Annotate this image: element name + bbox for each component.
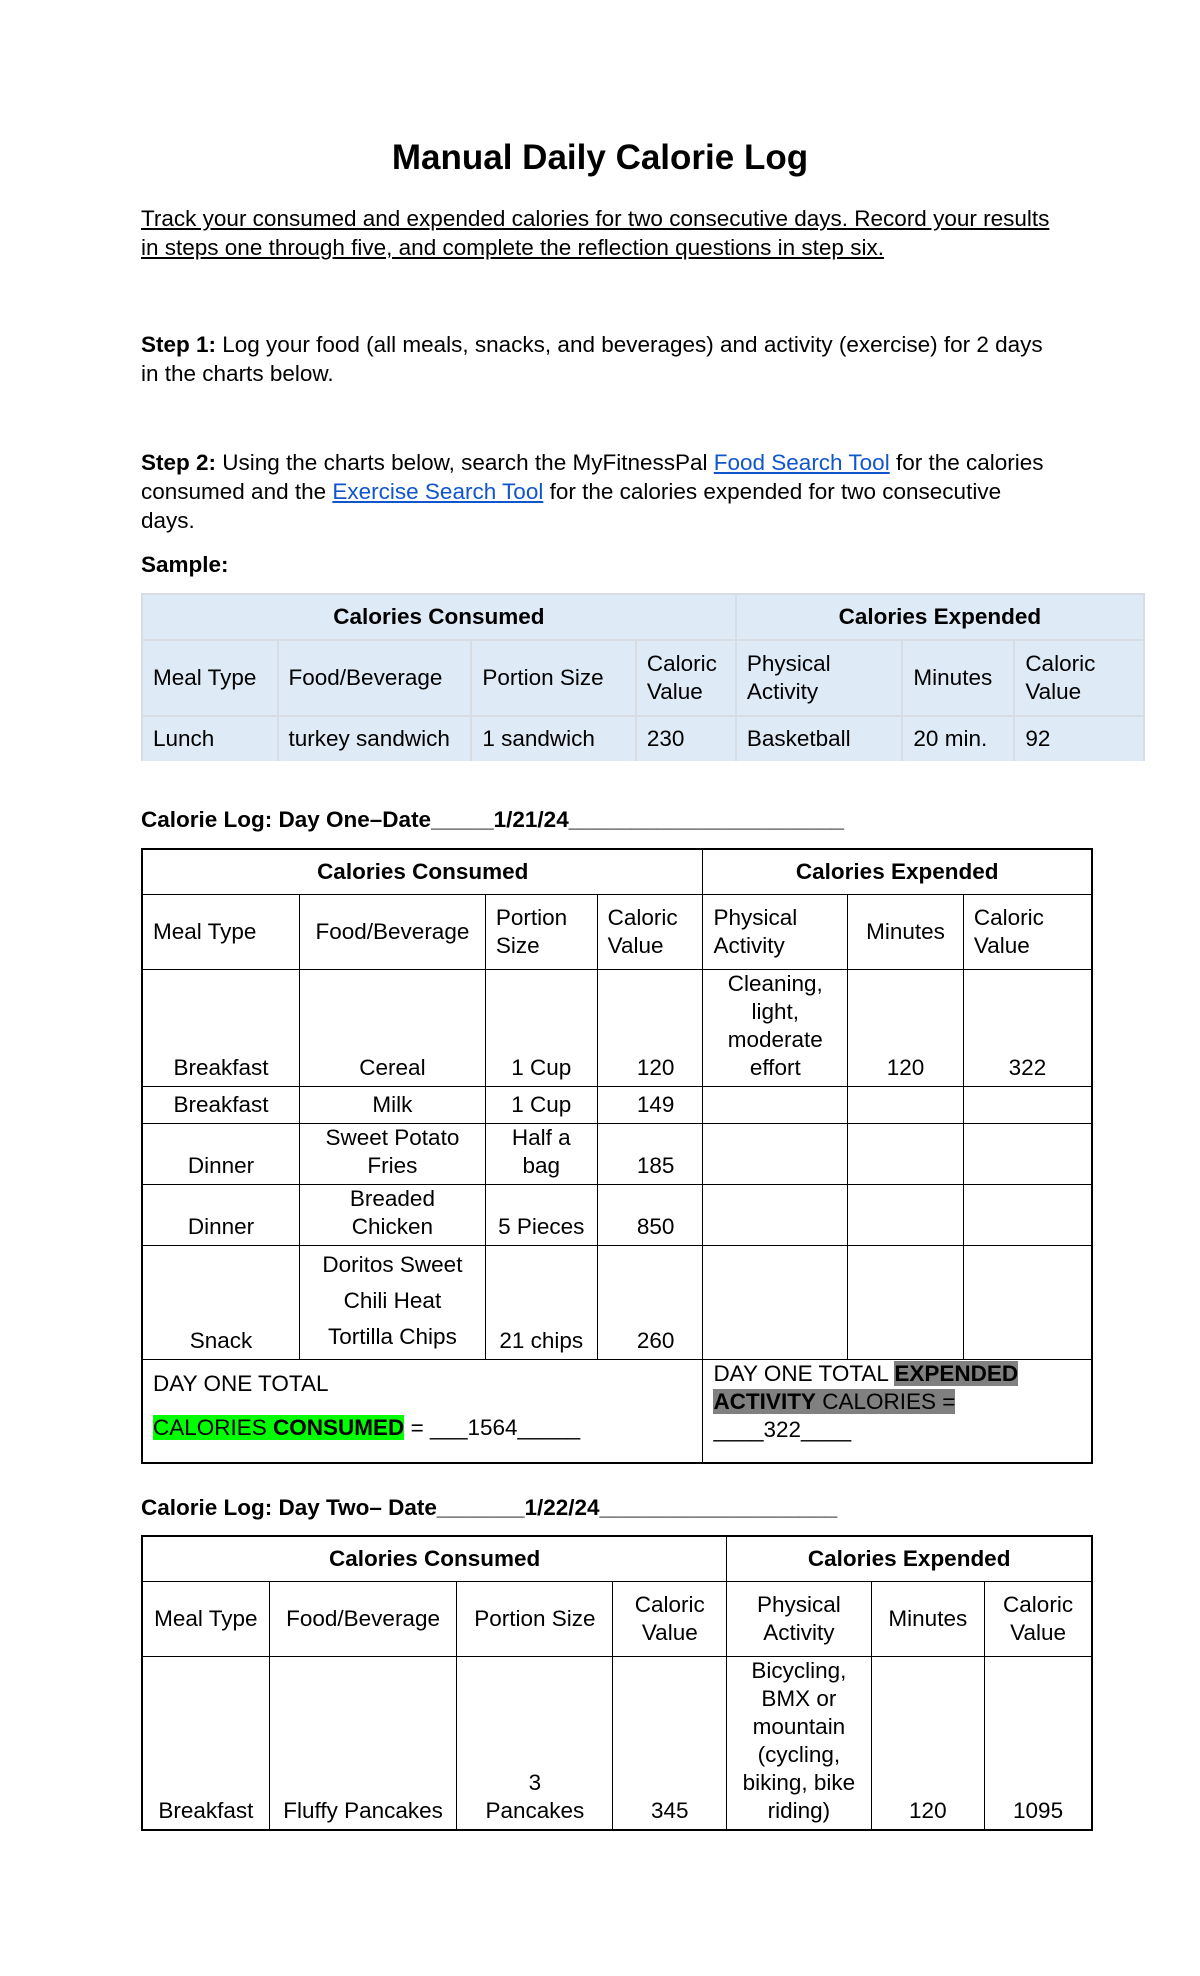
day-two-consumed-header: Calories Consumed: [142, 1536, 727, 1582]
sample-consumed-header: Calories Consumed: [142, 594, 736, 640]
cell-cal: 230: [636, 716, 736, 761]
cell-exp-cal: 1095: [985, 1657, 1092, 1831]
cell-activity: Cleaning, light, moderate effort: [703, 970, 848, 1087]
col-exp-caloric: Caloric Value: [963, 895, 1092, 970]
cell-empty: [848, 1087, 964, 1124]
col-exp-caloric: Caloric Value: [985, 1582, 1092, 1657]
col-meal-type: Meal Type: [142, 1582, 269, 1657]
cell-meal: Dinner: [142, 1185, 300, 1246]
cell-empty: [963, 1185, 1092, 1246]
cell-exp-cal: 92: [1014, 716, 1144, 761]
step-2-text-b: for the calories consumed and the: [141, 450, 1044, 504]
day-one-expended-header: Calories Expended: [703, 849, 1092, 895]
cell-activity: Bicycling, BMX or mountain (cycling, biking, bike riding): [727, 1657, 871, 1831]
exercise-search-tool-link[interactable]: Exercise Search Tool: [332, 479, 544, 504]
cell-empty: [703, 1246, 848, 1360]
day-two-expended-header: Calories Expended: [727, 1536, 1092, 1582]
day-two-label: Calorie Log: Day Two– Date_______1/22/24___________________: [141, 1495, 838, 1520]
sample-table: [141, 593, 1145, 761]
table-row: [142, 1185, 1092, 1246]
cell-empty: [703, 1185, 848, 1246]
col-food: Food/Beverage: [269, 1582, 457, 1657]
cell-portion: 5 Pieces: [485, 1185, 597, 1246]
cell-portion: 21 chips: [485, 1246, 597, 1360]
sample-col-food: Food/Beverage: [278, 640, 472, 716]
intro-text: Track your consumed and expended calories for two consecutive days. Record your results in steps one through five, and complete the reflection questions in step six.: [141, 206, 1050, 260]
col-activity: Physical Activity: [727, 1582, 871, 1657]
cell-cal: 850: [597, 1185, 703, 1246]
cell-empty: [963, 1124, 1092, 1185]
step-2-label: Step 2:: [141, 450, 217, 475]
page-title: Manual Daily Calorie Log: [391, 138, 809, 177]
cell-portion: 1 sandwich: [471, 716, 636, 761]
step-1-label: Step 1:: [141, 332, 217, 357]
total-consumed-value: [153, 1414, 692, 1442]
step-2-text-a: Using the charts below, search the MyFitnessPal: [216, 450, 714, 475]
table-row: [142, 970, 1092, 1087]
total-consumed-label: DAY ONE TOTAL: [153, 1371, 329, 1396]
table-row: [142, 1246, 1092, 1360]
cell-portion: 1 Cup: [485, 970, 597, 1087]
cell-empty: [848, 1124, 964, 1185]
day-two-table: [141, 1535, 1093, 1831]
sample-col-minutes: Minutes: [902, 640, 1014, 716]
step-1-text: Log your food (all meals, snacks, and beverages) and activity (exercise) for 2 days in the charts below.: [141, 332, 1043, 386]
cell-activity: Basketball: [736, 716, 903, 761]
cell-meal: Dinner: [142, 1124, 300, 1185]
cell-cal: 149: [597, 1087, 703, 1124]
cell-exp-cal: 322: [963, 970, 1092, 1087]
table-row: [142, 1124, 1092, 1185]
cell-food: turkey sandwich: [278, 716, 472, 761]
cell-portion: Half a bag: [485, 1124, 597, 1185]
col-minutes: Minutes: [848, 895, 964, 970]
cell-cal: 345: [613, 1657, 727, 1831]
cell-food: Cereal: [300, 970, 486, 1087]
cell-minutes: 20 min.: [902, 716, 1014, 761]
cell-empty: [703, 1087, 848, 1124]
day-one-consumed-header: Calories Consumed: [142, 849, 703, 895]
hl-expended: EXPENDED: [894, 1361, 1019, 1386]
sample-col-meal-type: Meal Type: [142, 640, 278, 716]
step-2-text-c: for the calories expended for two consecutive days.: [141, 479, 1002, 533]
cell-minutes: 120: [848, 970, 964, 1087]
food-search-tool-link[interactable]: Food Search Tool: [713, 450, 890, 475]
food-line: Chili Heat: [343, 1288, 442, 1313]
food-line: Tortilla Chips: [328, 1324, 457, 1349]
table-row: [142, 716, 1144, 761]
totals-row: [142, 1360, 1092, 1463]
col-food: Food/Beverage: [300, 895, 486, 970]
total-exp-calories: CALORIES =: [815, 1389, 956, 1414]
cell-empty: [963, 1246, 1092, 1360]
sample-expended-header: Calories Expended: [736, 594, 1144, 640]
cell-empty: [703, 1124, 848, 1185]
cell-portion: 3 Pancakes: [457, 1657, 613, 1831]
cell-meal: Lunch: [142, 716, 278, 761]
sample-col-portion: Portion Size: [471, 640, 636, 716]
sample-col-exp-caloric: Caloric Value: [1014, 640, 1144, 716]
col-caloric: Caloric Value: [613, 1582, 727, 1657]
cell-cal: 185: [597, 1124, 703, 1185]
cell-food: Milk: [300, 1087, 486, 1124]
step-2: [141, 448, 1061, 535]
cell-food: [300, 1246, 486, 1360]
col-meal-type: Meal Type: [142, 895, 300, 970]
total-exp-number: ____322____: [713, 1417, 852, 1442]
cell-minutes: 120: [871, 1657, 985, 1831]
cell-meal: Snack: [142, 1246, 300, 1360]
step-1: [141, 330, 1061, 388]
total-consumed-number: = ___1564_____: [404, 1415, 581, 1440]
cell-empty: [963, 1087, 1092, 1124]
cell-cal: 260: [597, 1246, 703, 1360]
col-activity: Physical Activity: [703, 895, 848, 970]
day-one-total-consumed: [142, 1360, 703, 1463]
col-portion: Portion Size: [457, 1582, 613, 1657]
hl-activity: ACTIVITY: [713, 1389, 816, 1414]
day-one-label: Calorie Log: Day One–Date_____1/21/24______________________: [141, 807, 845, 832]
hl-consumed: CONSUMED: [273, 1415, 405, 1440]
cell-meal: Breakfast: [142, 1087, 300, 1124]
col-portion: Portion Size: [485, 895, 597, 970]
table-row: [142, 1087, 1092, 1124]
total-exp-label: DAY ONE TOTAL: [713, 1361, 895, 1386]
day-one-total-expended: [703, 1360, 1092, 1463]
hl-calories: CALORIES: [153, 1415, 274, 1440]
cell-food: Sweet Potato Fries: [300, 1124, 486, 1185]
food-line: Doritos Sweet: [322, 1252, 463, 1277]
sample-col-caloric: Caloric Value: [636, 640, 736, 716]
cell-meal: Breakfast: [142, 970, 300, 1087]
cell-cal: 120: [597, 970, 703, 1087]
day-one-table: [141, 848, 1093, 1464]
cell-meal: Breakfast: [142, 1657, 269, 1831]
cell-empty: [848, 1185, 964, 1246]
cell-food: Breaded Chicken: [300, 1185, 486, 1246]
col-caloric: Caloric Value: [597, 895, 703, 970]
sample-label: Sample:: [141, 552, 229, 577]
cell-food: Fluffy Pancakes: [269, 1657, 457, 1831]
cell-empty: [848, 1246, 964, 1360]
table-row: [142, 1657, 1092, 1831]
cell-portion: 1 Cup: [485, 1087, 597, 1124]
col-minutes: Minutes: [871, 1582, 985, 1657]
sample-col-activity: Physical Activity: [736, 640, 903, 716]
